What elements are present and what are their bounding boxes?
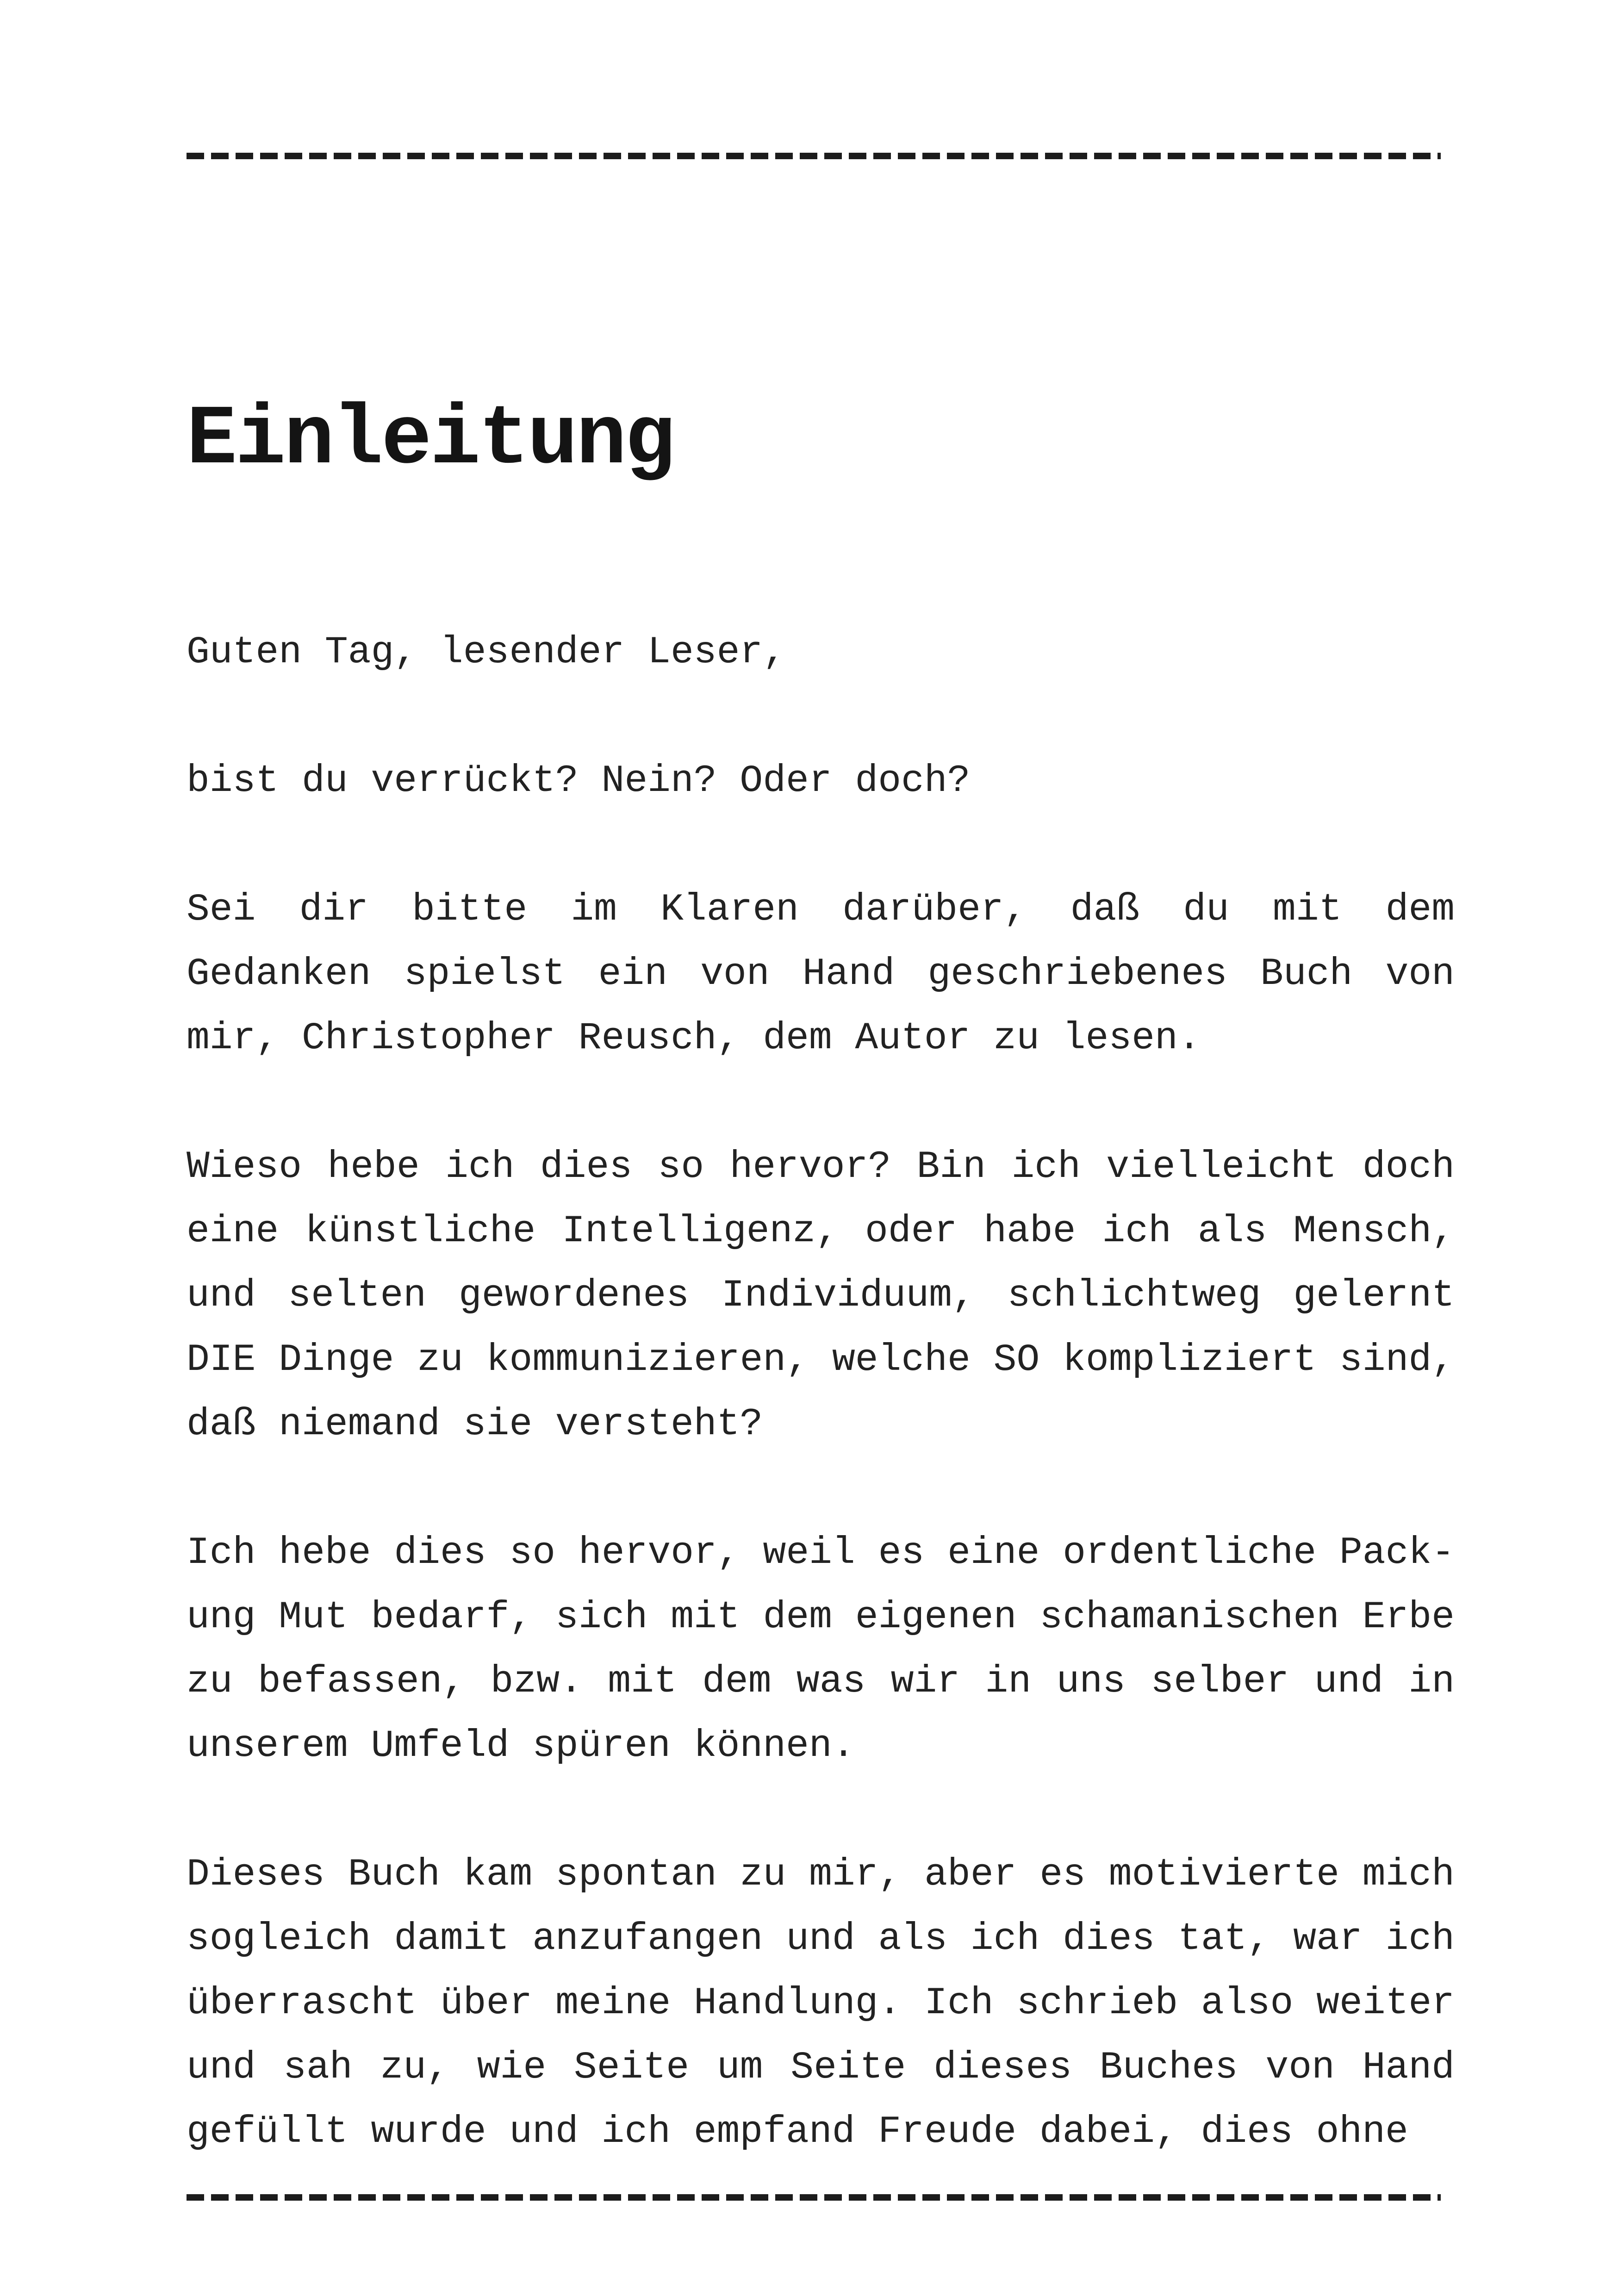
paragraph-origin: Dieses Buch kam spontan zu mir, aber es motivierte mich sogleich damit anzufangen und als ich dies tat, war ich überrascht über meine Handlung. Ich schrieb also weiter und sah zu, wie Seite um Seite dieses Buches von Hand gefüllt wurde und ich empfand Freude dabei, dies ohne	[187, 1853, 1455, 2153]
paragraph-courage: Ich hebe dies so hervor, weil es eine ordentliche Pack- ung Mut bedarf, sich mit dem eigenen schamanischen Erbe zu befassen, bzw. mit dem was wir in uns selber und in unserem Umfeld spüren können.	[187, 1531, 1455, 1767]
paragraph-why: Wieso hebe ich dies so hervor? Bin ich vielleicht doch eine künstliche Intelligenz, oder habe ich als Mensch, und selten gewordenes Individuum, schlichtweg gelernt DIE Dinge zu kommunizieren, welche SO kompliziert sind, daß niemand sie versteht?	[187, 1145, 1455, 1446]
bottom-dashed-rule	[187, 2194, 1441, 2201]
chapter-heading: Einleitung	[187, 392, 674, 488]
body-text	[187, 620, 1455, 2228]
paragraph-question: bist du verrückt? Nein? Oder doch?	[187, 759, 971, 803]
paragraph-author-notice: Sei dir bitte im Klaren darüber, daß du mit dem Gedanken spielst ein von Hand geschriebenes Buch von mir, Christopher Reusch, dem Autor zu lesen.	[187, 888, 1455, 1060]
top-dashed-rule	[187, 153, 1441, 159]
paragraph-greeting: Guten Tag, lesender Leser,	[187, 630, 786, 674]
